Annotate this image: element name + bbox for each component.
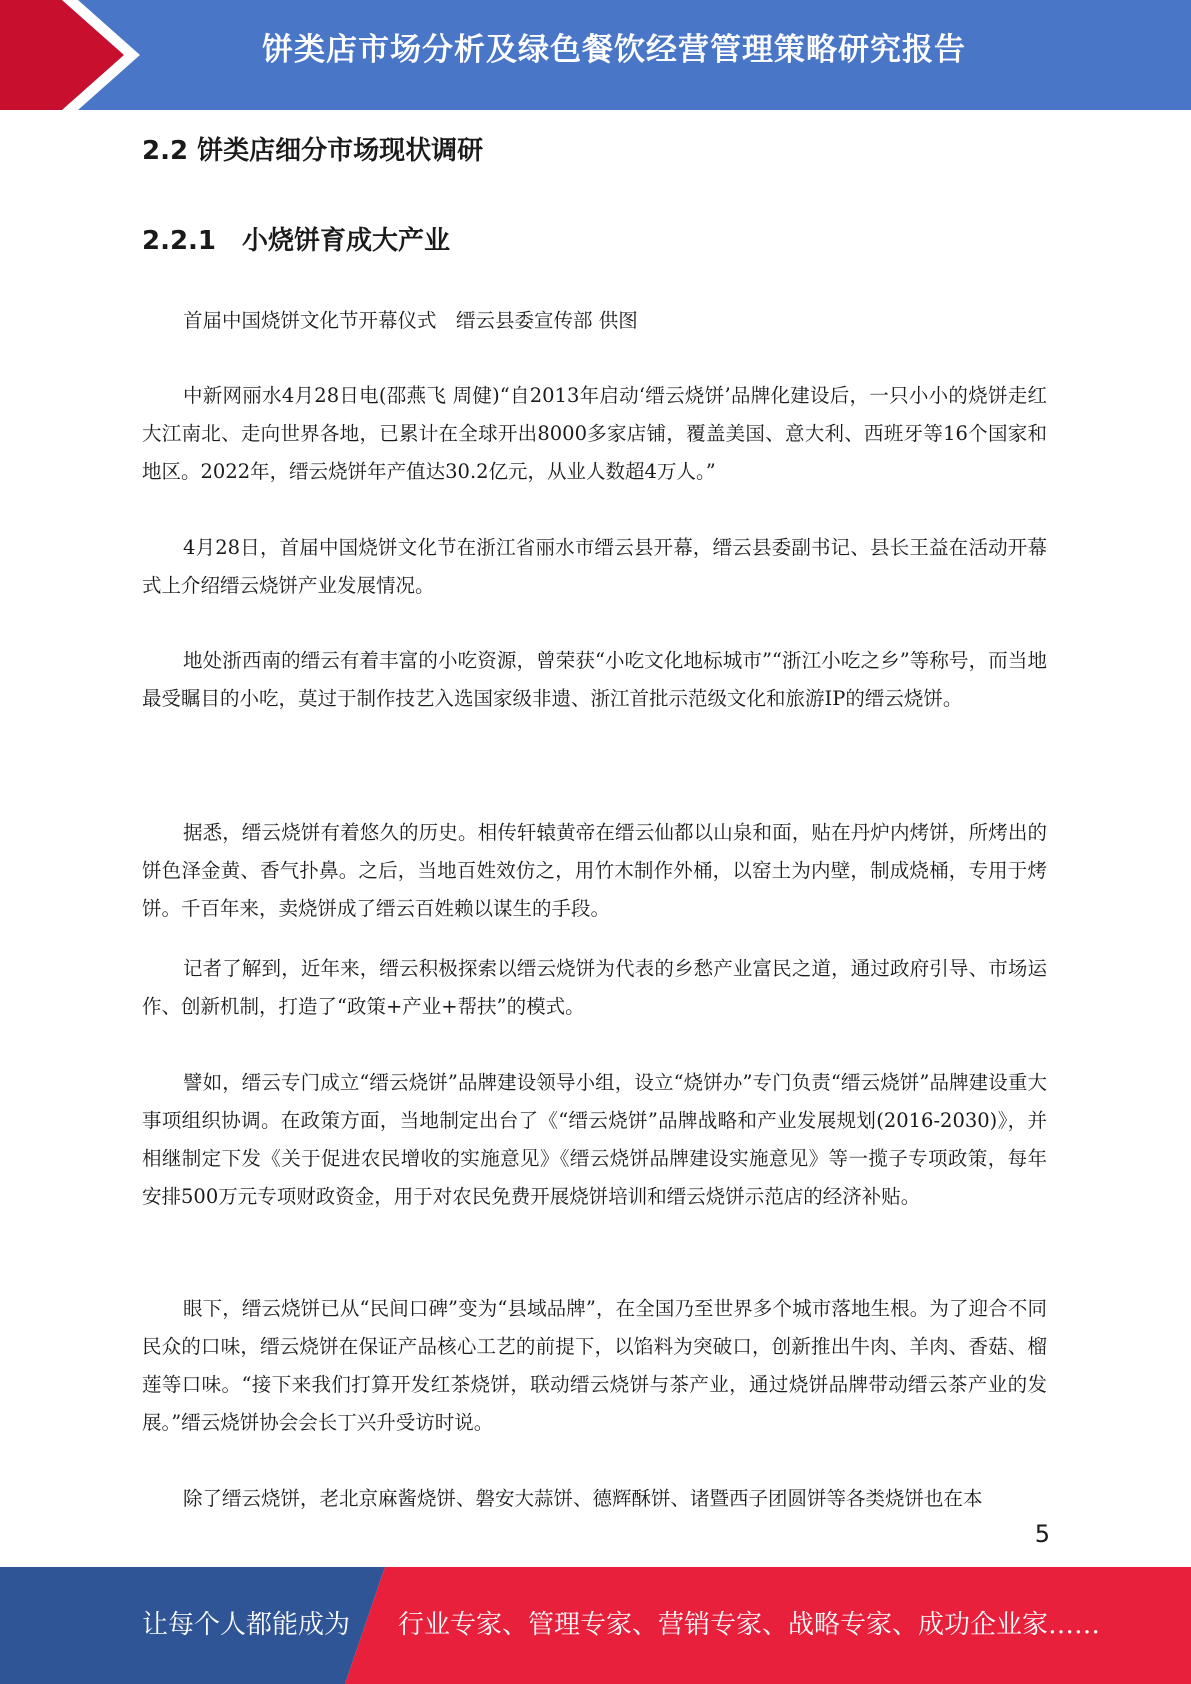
body-paragraph: 记者了解到，近年来，缙云积极探索以缙云烧饼为代表的乡愁产业富民之道，通过政府引导、市场运作、创新机制，打造了“政策+产业+帮扶”的模式。: [142, 957, 1047, 1018]
body-paragraph: 譬如，缙云专门成立“缙云烧饼”品牌建设领导小组，设立“烧饼办”专门负责“缙云烧饼”品牌建设重大事项组织协调。在政策方面，当地制定出台了《“缙云烧饼”品牌战略和产业发展规划(2016-2030)》，并相继制定下发《关于促进农民增收的实施意见》《缙云烧饼品牌建设实施意见》等一揽子专项政策，每年安排500万元专项财政资金，用于对农民免费开展烧饼培训和缙云烧饼示范店的经济补贴。: [142, 1071, 1047, 1208]
body-paragraph: 4月28日，首届中国烧饼文化节在浙江省丽水市缙云县开幕，缙云县委副书记、县长王益在活动开幕式上介绍缙云烧饼产业发展情况。: [142, 536, 1047, 597]
page-number: 5: [1034, 1520, 1050, 1548]
header-chevron-decoration: [0, 0, 150, 110]
page-footer: [0, 1567, 1191, 1684]
footer-slogan-right: 行业专家、管理专家、营销专家、战略专家、成功企业家……: [398, 1610, 1101, 1640]
page-header: [0, 0, 1191, 110]
body-paragraph: 地处浙西南的缙云有着丰富的小吃资源，曾荣获“小吃文化地标城市”“浙江小吃之乡”等称号，而当地最受瞩目的小吃，莫过于制作技艺入选国家级非遗、浙江首批示范级文化和旅游IP的缙云烧饼。: [142, 649, 1047, 710]
body-paragraph: 中新网丽水4月28日电(邵燕飞 周健)“自2013年启动‘缙云烧饼’品牌化建设后，一只小小的烧饼走红大江南北、走向世界各地，已累计在全球开出8000多家店铺，覆盖美国、意大利、西班牙等16个国家和地区。2022年，缙云烧饼年产值达30.2亿元，从业人数超4万人。”: [142, 384, 1047, 483]
body-paragraph: 眼下，缙云烧饼已从“民间口碑”变为“县域品牌”，在全国乃至世界多个城市落地生根。为了迎合不同民众的口味，缙云烧饼在保证产品核心工艺的前提下，以馅料为突破口，创新推出牛肉、羊肉、香菇、榴莲等口味。“接下来我们打算开发红茶烧饼，联动缙云烧饼与茶产业，通过烧饼品牌带动缙云茶产业的发展。”缙云烧饼协会会长丁兴升受访时说。: [142, 1297, 1047, 1434]
section-heading: 2.2 饼类店细分市场现状调研: [142, 136, 484, 166]
photo-caption: 首届中国烧饼文化节开幕仪式 缙云县委宣传部 供图: [183, 309, 638, 332]
footer-slogan-left: 让每个人都能成为: [142, 1610, 351, 1640]
report-title: 饼类店市场分析及绿色餐饮经营管理策略研究报告: [262, 32, 966, 68]
body-paragraph: 据悉，缙云烧饼有着悠久的历史。相传轩辕黄帝在缙云仙都以山泉和面，贴在丹炉内烤饼，所烤出的饼色泽金黄、香气扑鼻。之后，当地百姓效仿之，用竹木制作外桶，以窑土为内壁，制成烧桶，专用于烤饼。千百年来，卖烧饼成了缙云百姓赖以谋生的手段。: [142, 821, 1047, 920]
body-paragraph: 除了缙云烧饼，老北京麻酱烧饼、磐安大蒜饼、德辉酥饼、诸暨西子团圆饼等各类烧饼也在本: [183, 1487, 983, 1510]
subsection-heading: 2.2.1 小烧饼育成大产业: [142, 226, 451, 256]
